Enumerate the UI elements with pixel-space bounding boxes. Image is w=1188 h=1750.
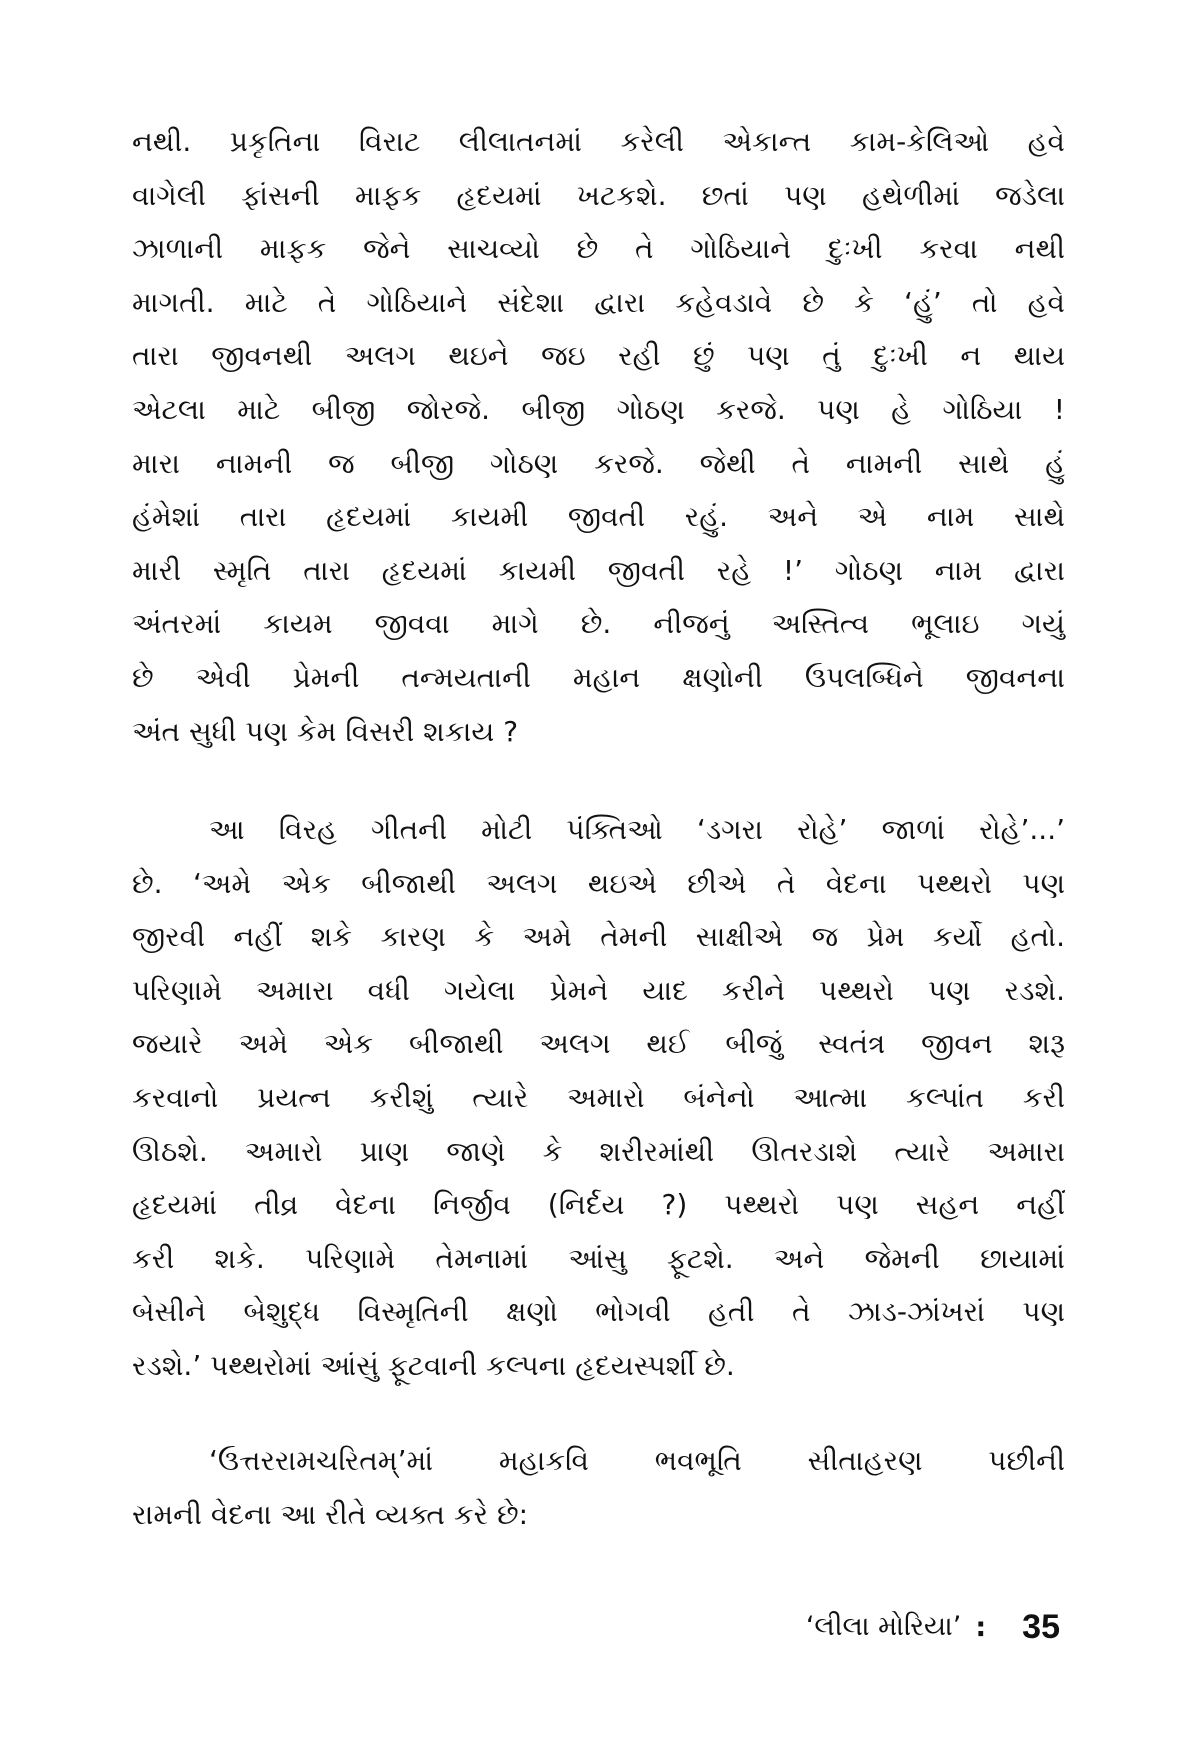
line-text: એટલા માટે બીજી જોરજે. બીજી ગોઠણ કરજે. પણ હે ગોઠિયા !	[132, 392, 1065, 426]
text-line	[132, 437, 1065, 491]
line-text: માગતી. માટે તે ગોઠિયાને સંદેશા દ્વારા કહેવડાવે છે કે ‘હું’ તો હવે	[132, 285, 1065, 319]
line-text: છે. ‘અમે એક બીજાથી અલગ થઇએ છીએ તે વેદના પથ્થરો પણ	[132, 866, 1065, 900]
line-text: અંતરમાં કાયમ જીવવા માગે છે. નીજનું અસ્તિત્વ ભૂલાઇ ગયું	[132, 607, 1065, 641]
text-line	[132, 597, 1065, 651]
line-text: નથી. પ્રકૃતિના વિરાટ લીલાતનમાં કરેલી એકાન્ત કામ-કેલિઓ હવે	[132, 125, 1065, 158]
line-text: મારા નામની જ બીજી ગોઠણ કરજે. જેથી તે નામની સાથે હું	[132, 446, 1065, 480]
line-text: કરવાનો પ્રયત્ન કરીશું ત્યારે અમારો બંનેનો આત્મા કલ્પાંત કરી	[132, 1080, 1065, 1114]
footer-separator: :	[975, 1611, 987, 1643]
text-line	[209, 1434, 1065, 1488]
text-line	[132, 222, 1065, 276]
line-text: આ વિરહ ગીતની મોટી પંક્તિઓ ‘ડગરા રોહે’ જાળાં રોહે’...’	[209, 813, 1065, 846]
text-line	[132, 910, 1065, 964]
line-text: પરિણામે અમારા વધી ગયેલા પ્રેમને યાદ કરીને પથ્થરો પણ રડશે.	[132, 973, 1065, 1007]
text-line	[132, 1232, 1065, 1286]
line-text: અંત સુધી પણ કેમ વિસરી શકાય ?	[132, 714, 519, 748]
text-line	[132, 964, 1065, 1018]
line-text: રામની વેદના આ રીતે વ્યક્ત કરે છે:	[132, 1497, 529, 1531]
text-line	[209, 803, 1065, 857]
line-text: કરી શકે. પરિણામે તેમનામાં આંસુ ફૂટશે. અને જેમની છાયામાં	[132, 1241, 1065, 1275]
text-line	[132, 1488, 1065, 1542]
line-text: હૃદયમાં તીવ્ર વેદના નિર્જીવ (નિર્દય ?) પથ્થરો પણ સહન નહીં	[132, 1188, 1065, 1222]
line-text: ઝાળાની માફક જેને સાચવ્યો છે તે ગોઠિયાને દુઃખી કરવા નથી	[132, 232, 1065, 266]
text-line	[132, 1339, 1065, 1393]
text-line	[132, 169, 1065, 223]
paragraph	[132, 803, 1065, 1393]
text-line	[132, 1285, 1065, 1339]
text-line	[132, 705, 1065, 759]
page-footer	[806, 1604, 1060, 1650]
line-text: વાગેલી ફાંસની માફક હૃદયમાં ખટકશે. છતાં પણ હથેળીમાં જડેલા	[132, 178, 1065, 212]
running-title: ‘લીલા મોરિયા’	[805, 1611, 962, 1642]
line-text: ઊઠશે. અમારો પ્રાણ જાણે કે શરીરમાંથી ઊતરડાશે ત્યારે અમારા	[132, 1134, 1065, 1168]
line-text: મારી સ્મૃતિ તારા હૃદયમાં કાયમી જીવતી રહે !’ ગોઠણ નામ દ્વારા	[132, 553, 1065, 587]
line-text: તારા જીવનથી અલગ થઇને જઇ રહી છું પણ તું દુઃખી ન થાય	[132, 339, 1065, 373]
line-text: ‘ઉત્તરરામચરિતમ્’માં મહાકવિ ભવભૂતિ સીતાહરણ પછીની	[209, 1444, 1065, 1477]
text-line	[132, 1017, 1065, 1071]
text-line	[132, 857, 1065, 911]
line-text: જીરવી નહીં શકે કારણ કે અમે તેમની સાક્ષીએ જ પ્રેમ કર્યો હતો.	[132, 920, 1065, 954]
line-text: છે એવી પ્રેમની તન્મયતાની મહાન ક્ષણોની ઉપલબ્ધિને જીવનના	[132, 660, 1065, 694]
text-line	[132, 1178, 1065, 1232]
text-line	[132, 329, 1065, 383]
line-text: બેસીને બેશુદ્ધ વિસ્મૃતિની ક્ષણો ભોગવી હતી તે ઝાડ-ઝાંખરાં પણ	[132, 1295, 1065, 1329]
text-line	[132, 651, 1065, 705]
paragraph	[132, 115, 1065, 758]
text-line	[132, 383, 1065, 437]
text-line	[132, 544, 1065, 598]
text-line	[132, 276, 1065, 330]
text-line	[132, 1125, 1065, 1179]
line-text: રડશે.’ પથ્થરોમાં આંસું ફૂટવાની કલ્પના હૃદયસ્પર્શી છે.	[132, 1348, 735, 1382]
page-number: 35	[1022, 1607, 1060, 1646]
line-text: હંમેશાં તારા હૃદયમાં કાયમી જીવતી રહું. અને એ નામ સાથે	[132, 500, 1065, 534]
line-text: જયારે અમે એક બીજાથી અલગ થઈ બીજું સ્વતંત્ર જીવન શરૂ	[132, 1027, 1065, 1061]
text-line	[132, 115, 1065, 169]
text-line	[132, 1071, 1065, 1125]
text-line	[132, 490, 1065, 544]
paragraph	[132, 1434, 1065, 1541]
